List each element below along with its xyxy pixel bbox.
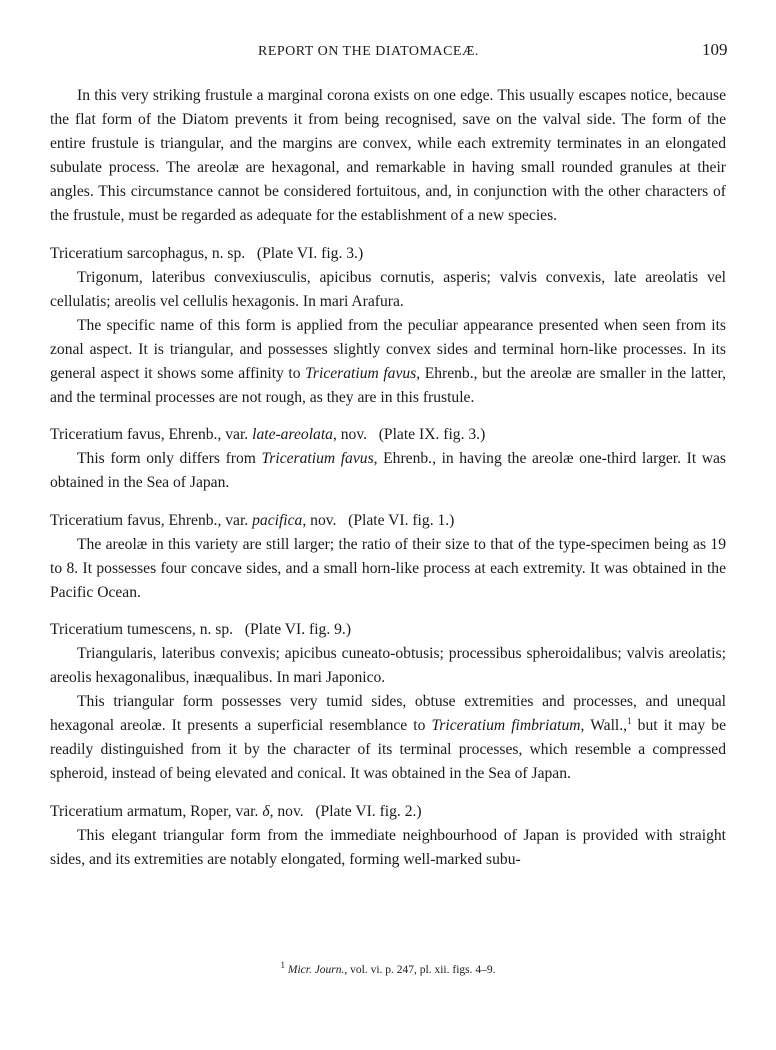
species-name: Triceratium tumescens <box>50 620 192 638</box>
entry-heading-favus-lateareolata <box>50 423 726 447</box>
latin-diagnosis-tumescens: Triangularis, lateribus convexis; apicibus cuneato-obtusis; processibus spheroidalibus; valvis areolatis; areolis hexagonalibus, inæqualibus. In mari Japonico. <box>50 644 726 687</box>
footnote-journal: Micr. Journ. <box>287 964 345 976</box>
species-status: , nov. <box>332 426 368 444</box>
species-status: , nov. <box>302 511 337 529</box>
variety-name: pacifica <box>252 511 303 529</box>
latin-diagnosis-sarcophagus: Trigonum, lateribus convexiusculis, apicibus cornutis, asperis; valvis convexis, late areolatis vel cellulatis; areolis vel cellulis hexagonis. In mari Arafura. <box>50 268 726 310</box>
entry-heading-tumescens <box>50 618 726 642</box>
species-reference: Triceratium fimbriatum <box>431 717 581 735</box>
variety-name: late-areolata <box>252 426 333 444</box>
running-head: REPORT ON THE DIATOMACEÆ. <box>258 44 479 59</box>
plate-reference: (Plate VI. fig. 2.) <box>315 802 422 820</box>
species-author: , Roper, var. <box>182 802 263 820</box>
variety-name: δ <box>262 802 270 820</box>
plate-reference: (Plate VI. fig. 3.) <box>256 244 364 262</box>
plate-reference: (Plate IX. fig. 3.) <box>378 426 486 444</box>
intro-paragraph: In this very striking frustule a marginal corona exists on one edge. This usually escapes notice, because the flat form of the Diatom prevents it from being recognised, save on the valval side. The form of the entire frustule is triangular, and the margins are convex, while each extremity terminates in an elongated subulate process. The areolæ are hexagonal, and remarkable in having small rounded granules at their angles. This circumstance cannot be considered fortuitous, and, in conjunction with the other characters of the frustule, must be regarded as adequate for the establishment of a new species. <box>50 87 726 225</box>
footnote <box>0 960 776 976</box>
species-author: , Ehrenb., var. <box>160 511 253 529</box>
description-tumescens: This triangular form possesses very tumid sides, obtuse extremities and processes, and unequal hexagonal areolæ. It presents a superficial resemblance to Triceratium fimbriatum, Wall.,$^1$ but it may be readily distinguished from it by the character of its terminal processes, which resemble a compressed spheroid, instead of being elevated and conical. It was obtained in the Sea of Japan. <box>50 693 727 783</box>
species-reference: Triceratium favus <box>261 450 374 468</box>
species-name: Triceratium favus <box>50 511 161 529</box>
species-name: Triceratium favus <box>50 426 161 444</box>
species-status: , n. sp. <box>191 620 234 638</box>
description-favus-lateareolata: This form only differs from Triceratium favus, Ehrenb., in having the areolæ one-third larger. It was obtained in the Sea of Japan. <box>50 450 727 492</box>
footnote-marker: 1 <box>627 716 632 727</box>
footnote-number: 1 <box>280 960 285 971</box>
footnote-reference: , vol. vi. p. 247, pl. xii. figs. 4–9. <box>344 964 496 976</box>
plate-reference: (Plate VI. fig. 1.) <box>348 511 455 529</box>
description-armatum: This elegant triangular form from the immediate neighbourhood of Japan is provided with straight sides, and its extremities are notably elongated, forming well-marked subu- <box>50 826 726 868</box>
species-status: , nov. <box>269 802 304 820</box>
species-author: , Ehrenb., var. <box>160 426 253 444</box>
entry-heading-armatum <box>50 800 726 824</box>
body-text <box>50 84 726 872</box>
entry-heading-favus-pacifica <box>50 509 726 533</box>
entry-heading-sarcophagus <box>50 242 726 266</box>
species-reference: Triceratium favus <box>305 365 417 383</box>
species-name: Triceratium armatum <box>50 802 183 820</box>
description-favus-pacifica: The areolæ in this variety are still larger; the ratio of their size to that of the type-specimen being as 19 to 8. It possesses four concave sides, and a small horn-like process at each extremity. It was obtained in the Pacific Ocean. <box>50 535 726 601</box>
plate-reference: (Plate VI. fig. 9.) <box>244 620 352 638</box>
species-name: Triceratium sarcophagus <box>50 244 205 262</box>
species-status: , n. sp. <box>204 244 246 262</box>
page-number: 109 <box>702 40 728 59</box>
description-sarcophagus: The specific name of this form is applied from the peculiar appearance presented when seen from its zonal aspect. It is triangular, and possesses slightly convex sides and terminal horn-like processes. In its general aspect it shows some affinity to Triceratium favus, Ehrenb., but the areolæ are smaller in the latter, and the terminal processes are not rough, as they are in this frustule. <box>50 316 726 407</box>
